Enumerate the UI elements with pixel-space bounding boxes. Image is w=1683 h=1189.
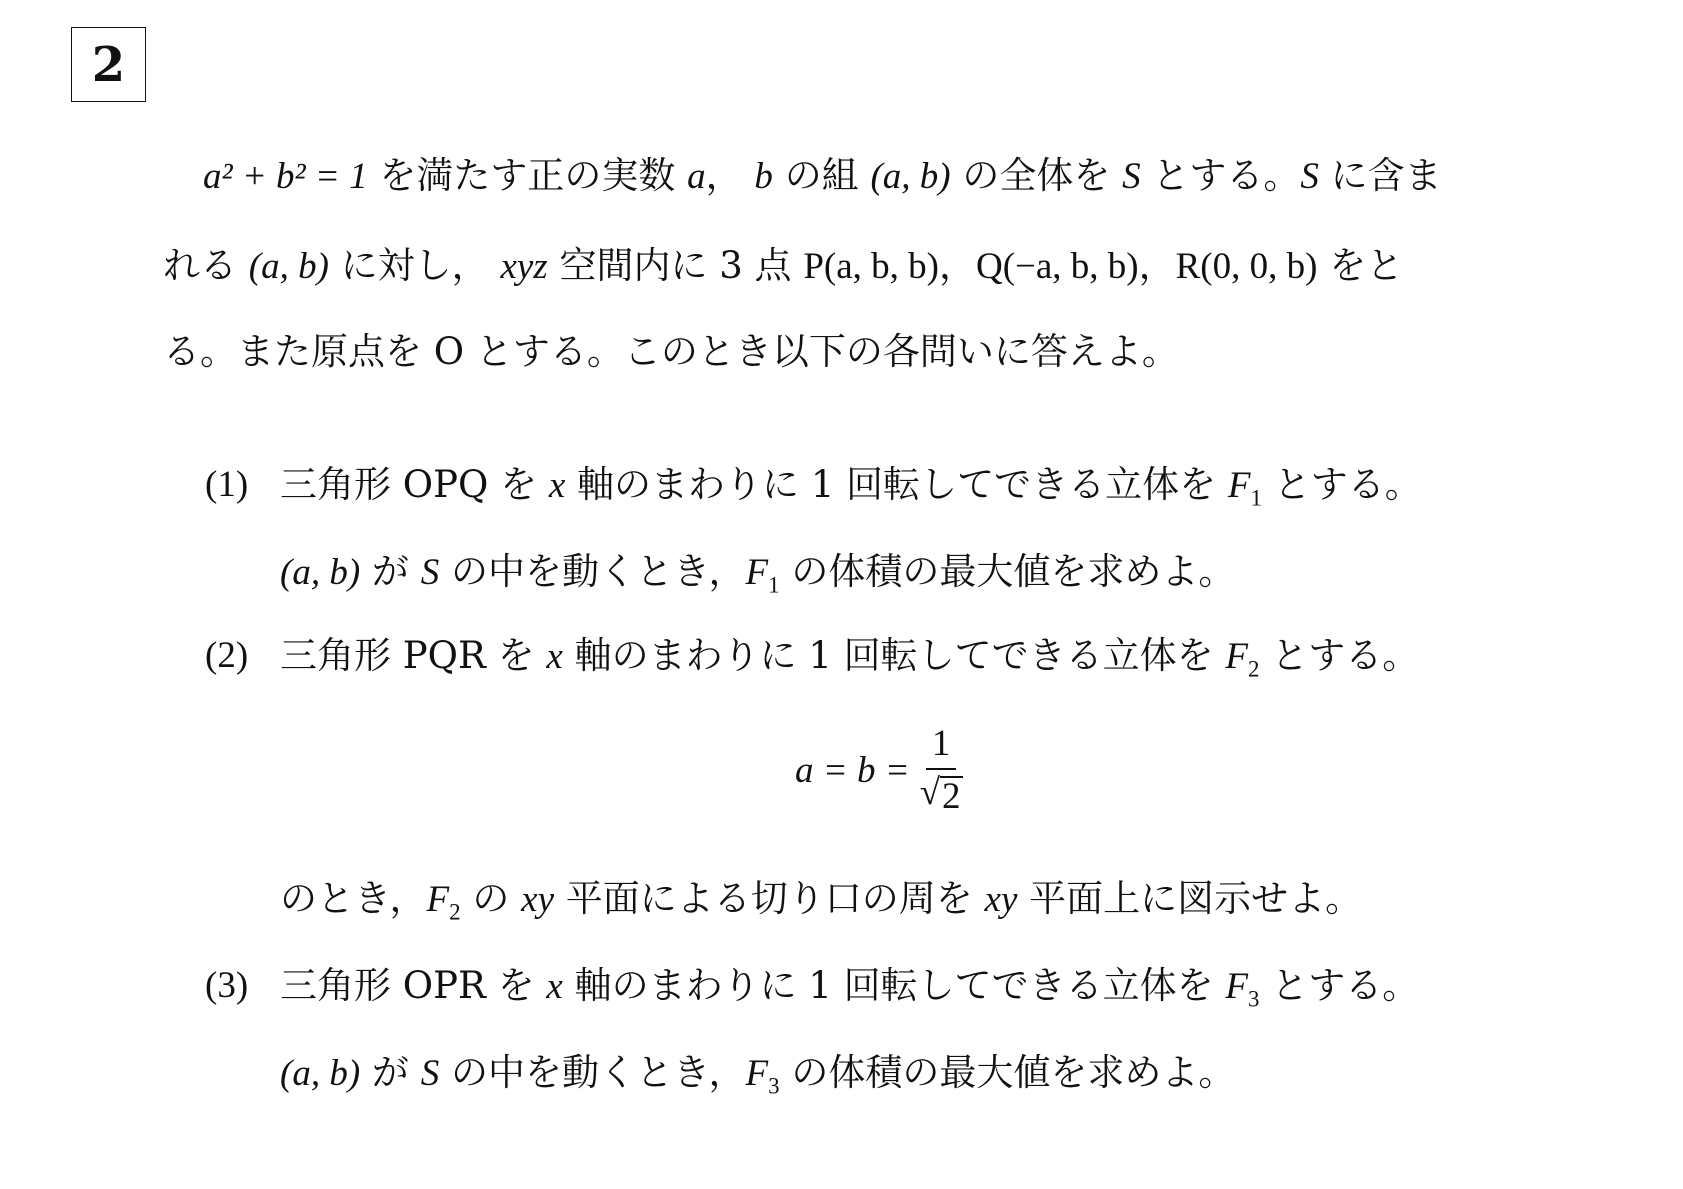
space-xyz: xyz (500, 246, 548, 287)
plane-xy: xy (984, 879, 1018, 920)
equation-lhs: a = b = (795, 749, 910, 791)
question-3-line-1 (280, 964, 1420, 1012)
intro-text: の組 (784, 154, 859, 197)
question-1-line-1 (280, 463, 1422, 511)
pair-ab: (a, b) (280, 552, 361, 593)
problem-number: 2 (91, 36, 126, 93)
set-s: S (1122, 156, 1141, 197)
comma: ， (705, 154, 743, 197)
sqrt-sign: √ (919, 771, 940, 813)
solid-f1: $F_1$ (745, 552, 780, 598)
solid-f2: $F_2$ (1225, 636, 1260, 682)
intro-line-2 (163, 244, 1404, 287)
question-text: とする。 (1271, 634, 1420, 677)
question-text: 軸のまわりに 1 回転してできる立体を (574, 964, 1214, 1007)
question-text: が (371, 550, 409, 593)
problem-number-box (71, 27, 146, 102)
question-text: 軸のまわりに 1 回転してできる立体を (577, 463, 1217, 506)
question-text: が (371, 1051, 409, 1094)
question-text: の体積の最大値を求めよ。 (791, 1051, 1236, 1094)
solid-f3: $F_3$ (1225, 966, 1260, 1012)
intro-text: とする。 (1152, 154, 1301, 197)
solid-f1: $F_1$ (1227, 465, 1262, 511)
question-text: 三角形 OPQ を (280, 463, 538, 506)
fraction-denominator (920, 770, 963, 815)
fraction (920, 725, 963, 815)
plane-xy: xy (521, 879, 554, 920)
question-text: のとき， (280, 877, 427, 920)
axis-x: x (546, 636, 563, 677)
question-text: とする。 (1273, 463, 1422, 506)
question-text: 軸のまわりに 1 回転してできる立体を (574, 634, 1214, 677)
fraction-numerator: 1 (926, 725, 957, 770)
comma: ， (938, 244, 976, 287)
set-s: S (420, 552, 440, 593)
question-1-line-2 (280, 550, 1236, 598)
question-text: 平面による切り口の周を (565, 877, 973, 920)
solid-f3: $F_3$ (745, 1053, 780, 1099)
radicand: 2 (942, 775, 961, 817)
axis-x: x (546, 966, 563, 1007)
intro-text: れる (163, 244, 237, 287)
question-text: の中を動くとき， (450, 1051, 746, 1094)
question-text: の中を動くとき， (450, 550, 746, 593)
solid-f2: $F_2$ (426, 879, 461, 925)
question-text: 三角形 PQR を (280, 634, 535, 677)
intro-line-3: る。また原点を O とする。このとき以下の各問いに答えよ。 (163, 330, 1179, 373)
point-q: Q(−a, b, b) (975, 246, 1139, 287)
question-3-line-2 (280, 1051, 1236, 1099)
intro-text: の全体を (962, 154, 1111, 197)
var-b: b (754, 156, 773, 197)
point-r: R(0, 0, b) (1175, 246, 1318, 287)
question-2-line-1 (280, 634, 1420, 682)
intro-text: 空間内に 3 点 (559, 244, 792, 287)
var-a: a (687, 156, 706, 197)
comma: ， (1138, 244, 1176, 287)
pair-ab: (a, b) (870, 156, 951, 197)
intro-text: を満たす正の実数 (379, 154, 676, 197)
question-text: 三角形 OPR を (280, 964, 535, 1007)
set-s: S (420, 1053, 440, 1094)
question-text: とする。 (1271, 964, 1420, 1007)
equation-a2b2: a² + b² = 1 (203, 156, 368, 197)
question-label: (3) (205, 965, 249, 1006)
set-s: S (1300, 156, 1319, 197)
equation-a-eq-b (795, 720, 963, 820)
question-label: (1) (205, 464, 249, 505)
intro-text: に対し， (340, 244, 489, 287)
point-p: P(a, b, b) (803, 246, 939, 287)
question-label: (2) (205, 635, 249, 676)
intro-text: をと (1329, 244, 1404, 287)
axis-x: x (548, 465, 566, 506)
question-text: の体積の最大値を求めよ。 (791, 550, 1236, 593)
intro-line-1 (203, 154, 1442, 197)
question-text: の (472, 877, 510, 920)
question-2-line-2 (280, 877, 1363, 925)
intro-text: に含ま (1330, 154, 1442, 197)
pair-ab: (a, b) (248, 246, 329, 287)
pair-ab: (a, b) (280, 1053, 361, 1094)
question-text: 平面上に図示せよ。 (1029, 877, 1363, 920)
